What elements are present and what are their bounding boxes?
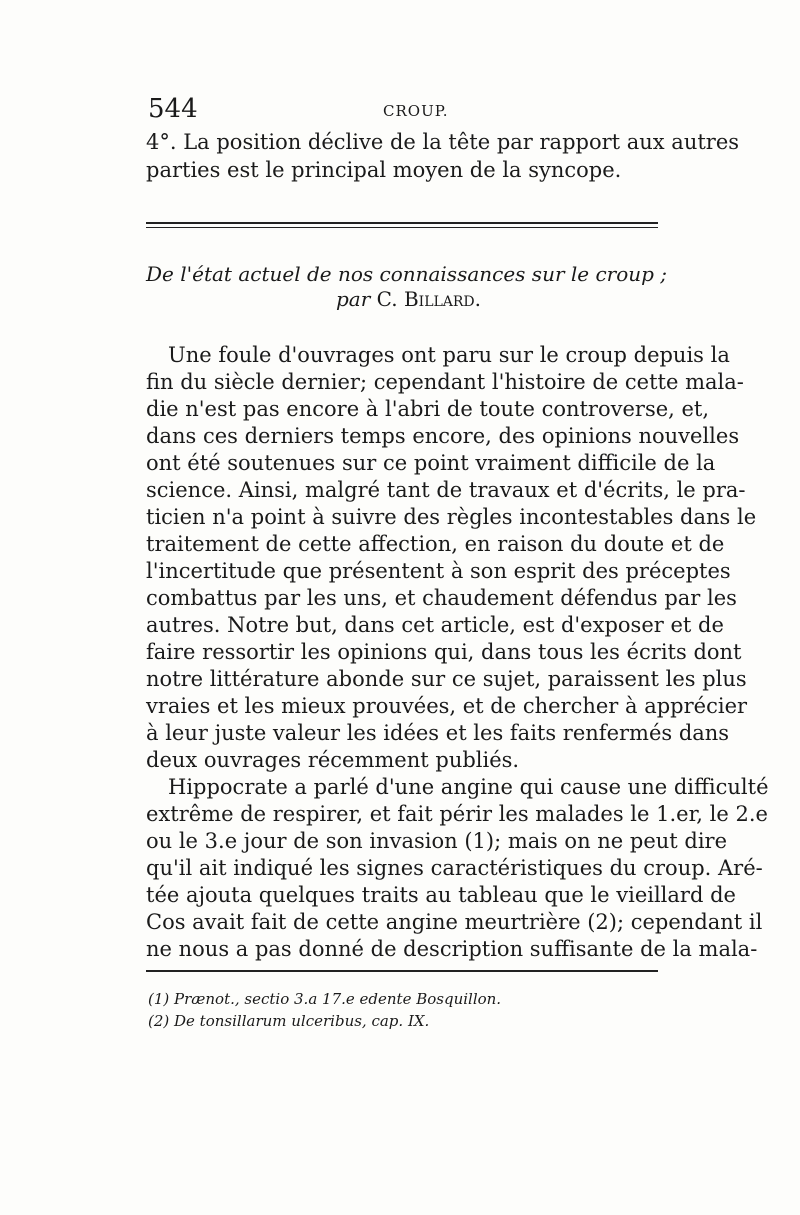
body-line: science. Ainsi, malgré tant de travaux et d'écrits, le pra- [146, 478, 746, 502]
body-line: Cos avait fait de cette angine meurtrière (2); cependant il [146, 910, 763, 934]
body-line: die n'est pas encore à l'abri de toute controverse, et, [146, 397, 710, 421]
running-title: CROUP. [383, 102, 449, 120]
intro-line: 4°. La position déclive de la tête par rapport aux autres [146, 130, 740, 154]
footnote: (1) Prænot., sectio 3.a 17.e edente Bosquillon. [148, 990, 502, 1008]
body-line: autres. Notre but, dans cet article, est d'exposer et de [146, 613, 724, 637]
body-line: faire ressortir les opinions qui, dans tous les écrits dont [146, 640, 742, 664]
article-title: De l'état actuel de nos connaissances sur le croup ; [146, 262, 668, 286]
byline-author: C. Billard. [376, 287, 482, 311]
body-line: extrême de respirer, et fait périr les malades le 1.er, le 2.e [146, 802, 768, 826]
article-byline [336, 287, 481, 311]
body-line: dans ces derniers temps encore, des opinions nouvelles [146, 424, 740, 448]
intro-line: parties est le principal moyen de la syncope. [146, 158, 622, 182]
body-line: ont été soutenues sur ce point vraiment difficile de la [146, 451, 716, 475]
body-line: Une foule d'ouvrages ont paru sur le croup depuis la [168, 343, 730, 367]
page-number: 544 [148, 94, 198, 124]
body-line: l'incertitude que présentent à son esprit des préceptes [146, 559, 731, 583]
body-line: fin du siècle dernier; cependant l'histoire de cette mala- [146, 370, 744, 394]
footnote-rule [146, 970, 658, 972]
byline-par: par [336, 287, 371, 311]
body-line: ticien n'a point à suivre des règles incontestables dans le [146, 505, 757, 529]
body-line: qu'il ait indiqué les signes caractéristiques du croup. Aré- [146, 856, 763, 880]
body-line: notre littérature abonde sur ce sujet, paraissent les plus [146, 667, 747, 691]
body-line: tée ajouta quelques traits au tableau que le vieillard de [146, 883, 736, 907]
body-line: traitement de cette affection, en raison du doute et de [146, 532, 725, 556]
footnote: (2) De tonsillarum ulceribus, cap. IX. [148, 1012, 430, 1030]
body-line: à leur juste valeur les idées et les faits renfermés dans [146, 721, 730, 745]
body-line: Hippocrate a parlé d'une angine qui cause une difficulté [168, 775, 769, 799]
body-line: deux ouvrages récemment publiés. [146, 748, 520, 772]
body-line: vraies et les mieux prouvées, et de chercher à apprécier [146, 694, 748, 718]
body-line: ou le 3.e jour de son invasion (1); mais on ne peut dire [146, 829, 728, 853]
body-line: ne nous a pas donné de description suffisante de la mala- [146, 937, 758, 961]
body-line: combattus par les uns, et chaudement défendus par les [146, 586, 737, 610]
double-rule-top [146, 222, 658, 224]
double-rule-bottom [146, 227, 658, 228]
